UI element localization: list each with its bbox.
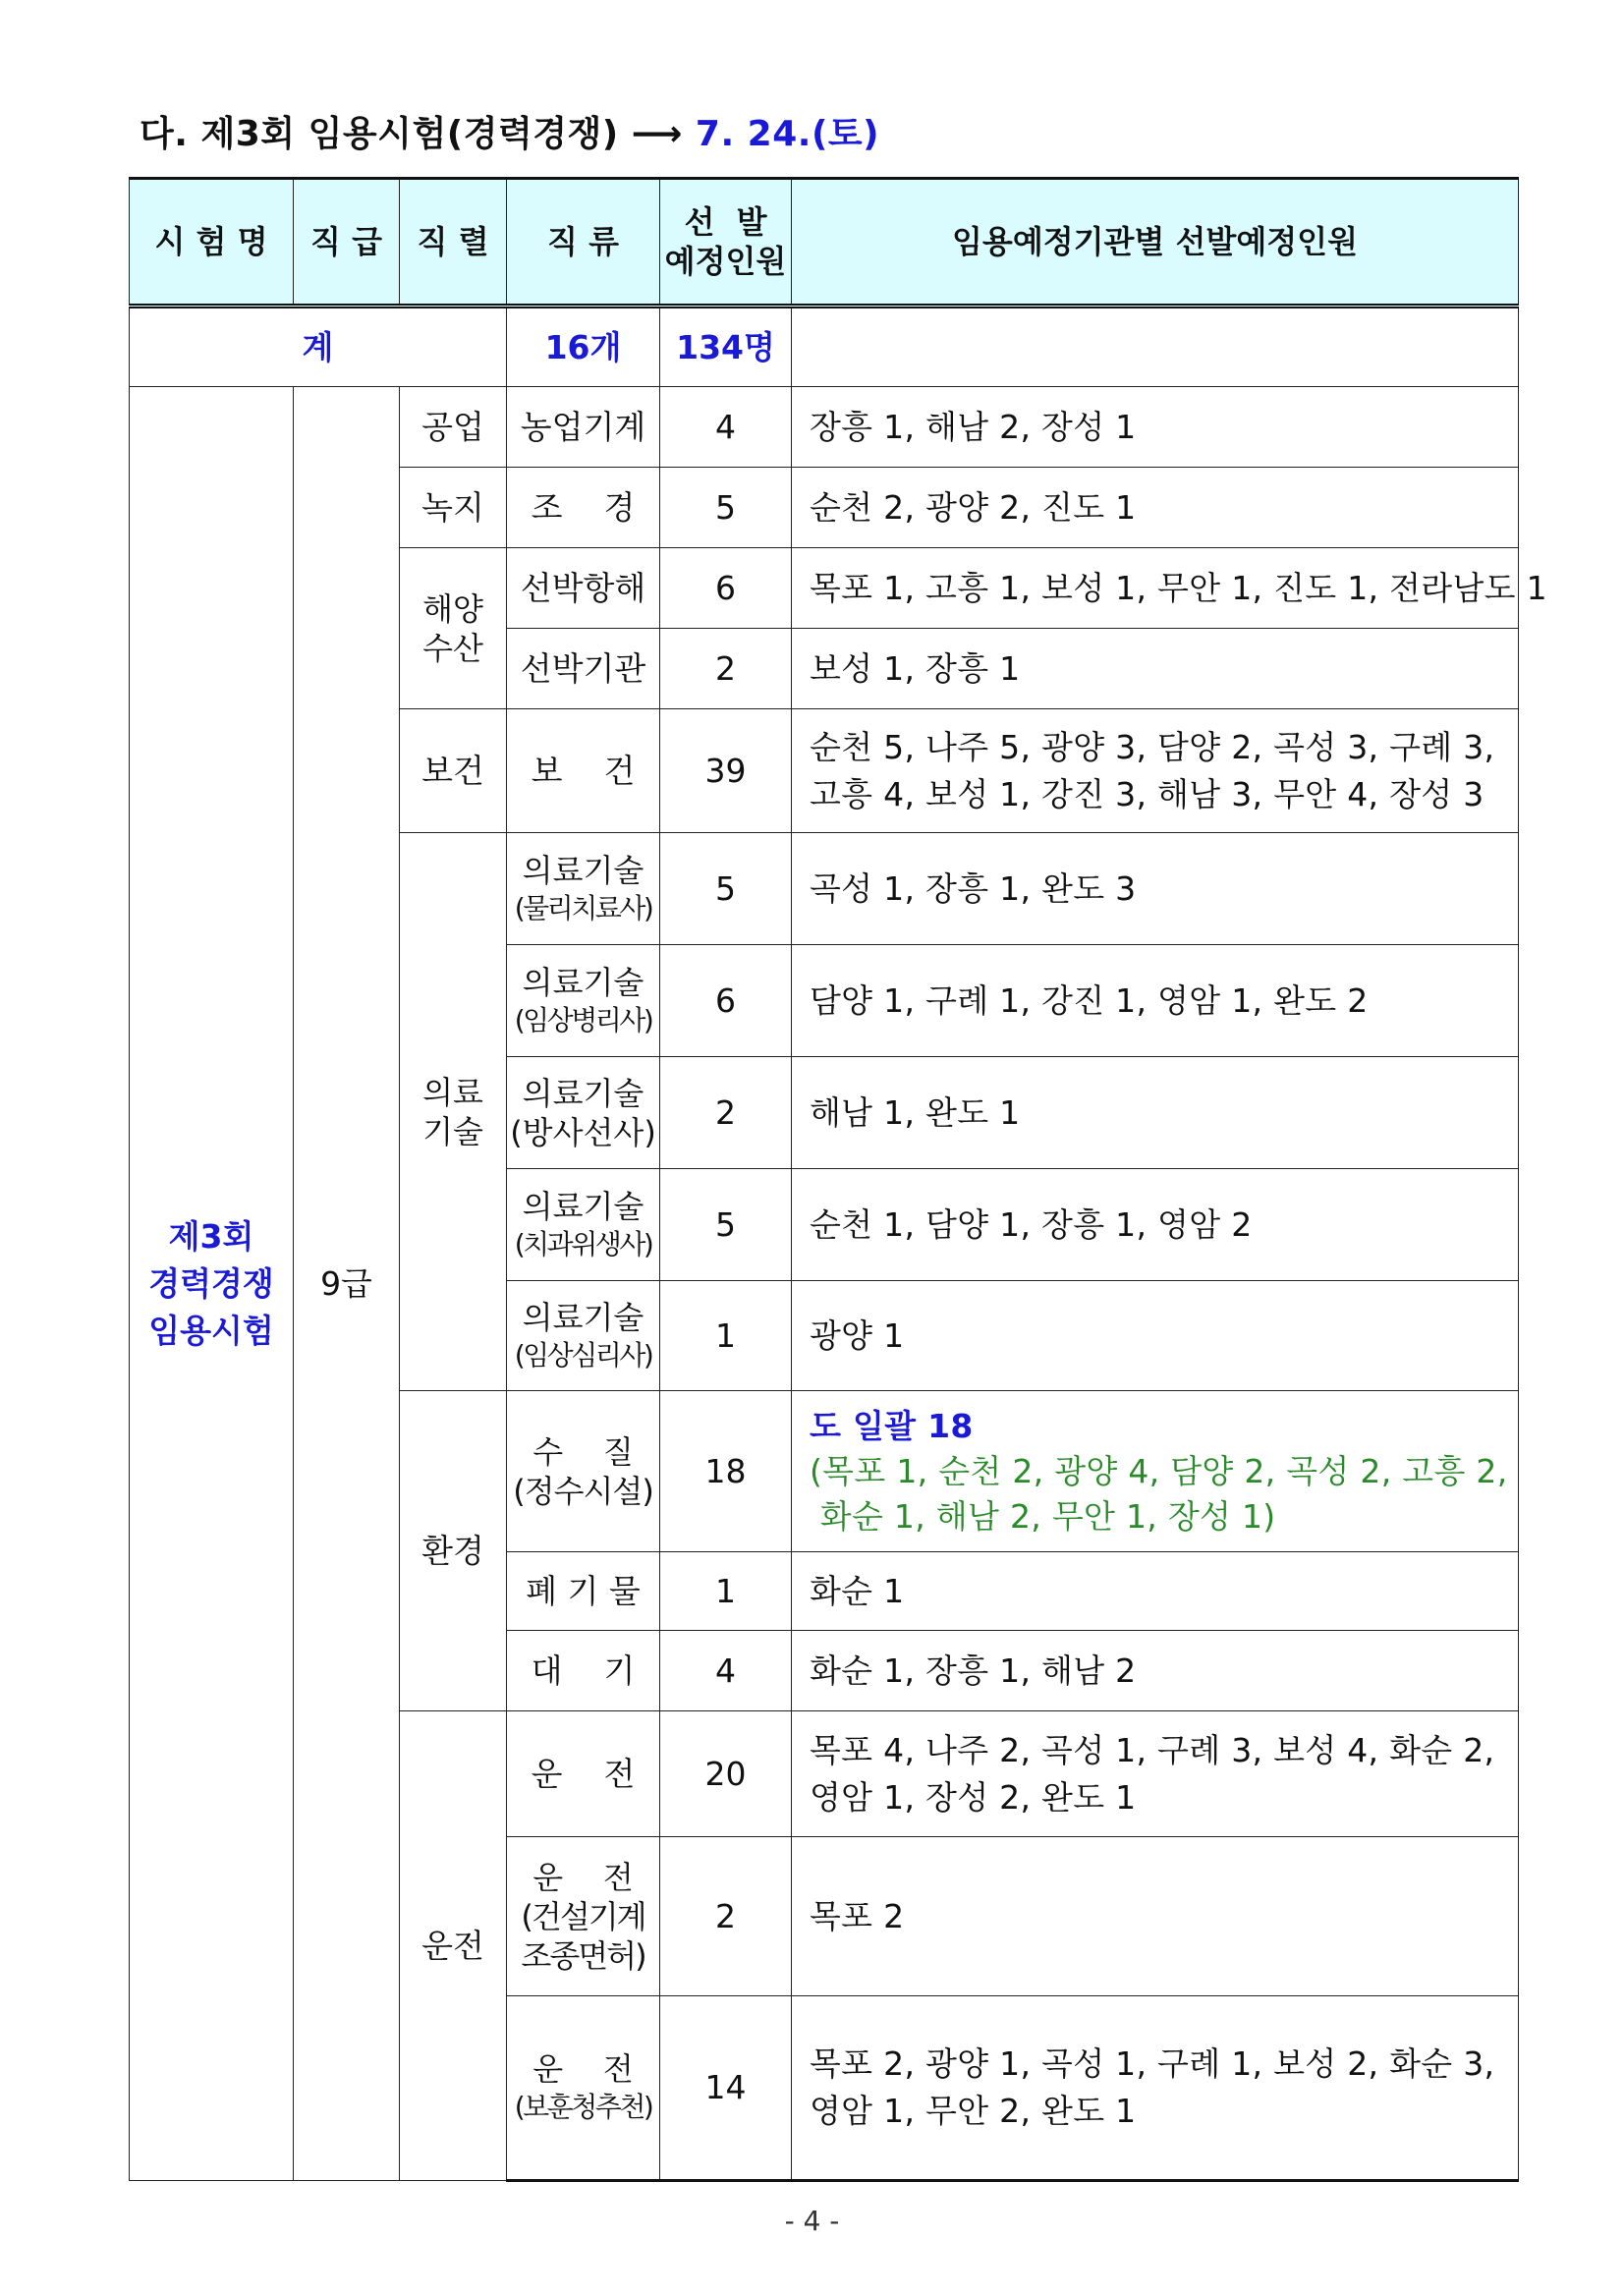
category-line2: (방사선사) [510, 1113, 656, 1151]
category-line1: 의료기술 [522, 1187, 644, 1225]
category-cell [507, 1996, 660, 2181]
header-count [660, 179, 792, 307]
page-number: - 4 - [784, 2205, 840, 2237]
category-line2: (건설기계 [521, 1897, 645, 1935]
header-agencies: 임용예정기관별 선발예정인원 [792, 179, 1519, 307]
section-title [140, 106, 879, 156]
total-agencies [792, 307, 1519, 387]
count-cell: 18 [660, 1391, 792, 1552]
agencies-cell [792, 1391, 1519, 1552]
exam-name-line1: 제3회 [168, 1216, 254, 1256]
agencies-cell: 순천 2, 광양 2, 진도 1 [792, 468, 1519, 548]
count-cell: 6 [660, 945, 792, 1057]
agencies-cell: 화순 1 [792, 1552, 1519, 1631]
series-cell: 녹지 [400, 468, 507, 548]
total-row [130, 307, 1519, 387]
header-exam-name: 시 험 명 [130, 179, 294, 307]
agencies-cell: 해남 1, 완도 1 [792, 1057, 1519, 1169]
exam-date: 7. 24.(토) [695, 114, 880, 154]
grade-cell: 9급 [294, 387, 400, 2181]
series-line2: 수산 [422, 629, 483, 667]
count-cell: 4 [660, 1631, 792, 1711]
category-cell: 농업기계 [507, 387, 660, 468]
agencies-line1: 도 일괄 18 [810, 1406, 974, 1445]
table-row [130, 387, 1519, 468]
category-line2: (치과위생사) [514, 1227, 652, 1260]
header-row [130, 179, 1519, 307]
agencies-cell: 장흥 1, 해남 2, 장성 1 [792, 387, 1519, 468]
count-cell: 1 [660, 1281, 792, 1391]
category-line1: 의료기술 [522, 851, 644, 889]
total-categories: 16개 [507, 307, 660, 387]
agencies-cell: 목포 2 [792, 1837, 1519, 1996]
category-cell: 조 경 [507, 468, 660, 548]
category-cell [507, 833, 660, 945]
agencies-cell [792, 709, 1519, 833]
header-count-line1: 선 발 [684, 203, 767, 241]
series-cell [400, 833, 507, 1391]
agencies-line2: 영암 1, 장성 2, 완도 1 [810, 1777, 1137, 1817]
category-line1: 의료기술 [522, 1298, 644, 1336]
count-cell: 39 [660, 709, 792, 833]
agencies-cell: 화순 1, 장흥 1, 해남 2 [792, 1631, 1519, 1711]
series-cell: 운전 [400, 1711, 507, 2181]
section-title-text: 다. 제3회 임용시험(경력경쟁) ⟶ [140, 114, 696, 154]
category-cell: 운 전 [507, 1711, 660, 1837]
header-grade: 직 급 [294, 179, 400, 307]
category-cell [507, 1057, 660, 1169]
exam-name-cell [130, 387, 294, 2181]
category-cell [507, 945, 660, 1057]
series-cell: 공업 [400, 387, 507, 468]
header-series: 직 렬 [400, 179, 507, 307]
exam-name-line3: 임용시험 [148, 1311, 274, 1350]
total-count: 134명 [660, 307, 792, 387]
agencies-line2: (목포 1, 순천 2, 광양 4, 담양 2, 곡성 2, 고흥 2, [810, 1451, 1508, 1490]
category-line3: 조종면허) [521, 1936, 645, 1975]
category-cell [507, 1837, 660, 1996]
total-label: 계 [130, 307, 507, 387]
agencies-cell: 보성 1, 장흥 1 [792, 629, 1519, 709]
category-cell [507, 1281, 660, 1391]
agencies-cell: 광양 1 [792, 1281, 1519, 1391]
series-line1: 해양 [422, 589, 483, 628]
category-line2: (물리치료사) [514, 891, 652, 924]
category-cell: 보 건 [507, 709, 660, 833]
category-cell: 선박항해 [507, 548, 660, 629]
category-line1: 의료기술 [522, 1074, 644, 1112]
series-cell: 보건 [400, 709, 507, 833]
exam-name-line2: 경력경쟁 [148, 1263, 274, 1303]
category-line1: 운 전 [532, 1858, 634, 1896]
agencies-cell: 곡성 1, 장흥 1, 완도 3 [792, 833, 1519, 945]
category-line2: (보훈청추천) [514, 2091, 652, 2123]
agencies-cell: 목포 1, 고흥 1, 보성 1, 무안 1, 진도 1, 전라남도 1 [792, 548, 1519, 629]
count-cell: 14 [660, 1996, 792, 2181]
count-cell: 2 [660, 629, 792, 709]
count-cell: 6 [660, 548, 792, 629]
agencies-line1: 목포 2, 광양 1, 곡성 1, 구례 1, 보성 2, 화순 3, [810, 2044, 1495, 2083]
count-cell: 1 [660, 1552, 792, 1631]
header-category: 직 류 [507, 179, 660, 307]
category-line2: (임상병리사) [514, 1003, 652, 1036]
agencies-line2: 영암 1, 무안 2, 완도 1 [810, 2092, 1137, 2130]
agencies-line2: 고흥 4, 보성 1, 강진 3, 해남 3, 무안 4, 장성 3 [810, 774, 1484, 813]
recruitment-table [129, 177, 1547, 2182]
count-cell: 4 [660, 387, 792, 468]
category-cell [507, 1391, 660, 1552]
count-cell: 20 [660, 1711, 792, 1837]
category-line1: 운 전 [532, 2050, 634, 2088]
category-cell: 선박기관 [507, 629, 660, 709]
count-cell: 2 [660, 1837, 792, 1996]
count-cell: 2 [660, 1057, 792, 1169]
agencies-cell: 담양 1, 구례 1, 강진 1, 영암 1, 완도 2 [792, 945, 1519, 1057]
count-cell: 5 [660, 833, 792, 945]
category-line1: 의료기술 [522, 963, 644, 1001]
count-cell: 5 [660, 1169, 792, 1281]
agencies-cell [792, 1711, 1519, 1837]
series-cell [400, 548, 507, 709]
series-line1: 의료 [422, 1073, 483, 1111]
category-line2: (정수시설) [513, 1472, 653, 1510]
series-cell: 환경 [400, 1391, 507, 1711]
category-cell [507, 1169, 660, 1281]
header-count-line2: 예정인원 [664, 243, 787, 280]
agencies-cell: 순천 1, 담양 1, 장흥 1, 영암 2 [792, 1169, 1519, 1281]
category-cell: 대 기 [507, 1631, 660, 1711]
category-line2: (임상심리사) [514, 1338, 652, 1371]
category-cell: 폐 기 물 [507, 1552, 660, 1631]
category-line1: 수 질 [532, 1432, 634, 1471]
agencies-line3: 화순 1, 해남 2, 무안 1, 장성 1) [810, 1496, 1276, 1536]
series-line2: 기술 [422, 1112, 483, 1150]
count-cell: 5 [660, 468, 792, 548]
agencies-line1: 순천 5, 나주 5, 광양 3, 담양 2, 곡성 3, 구례 3, [810, 727, 1495, 766]
agencies-line1: 목포 4, 나주 2, 곡성 1, 구례 3, 보성 4, 화순 2, [810, 1730, 1495, 1769]
agencies-cell [792, 1996, 1519, 2181]
